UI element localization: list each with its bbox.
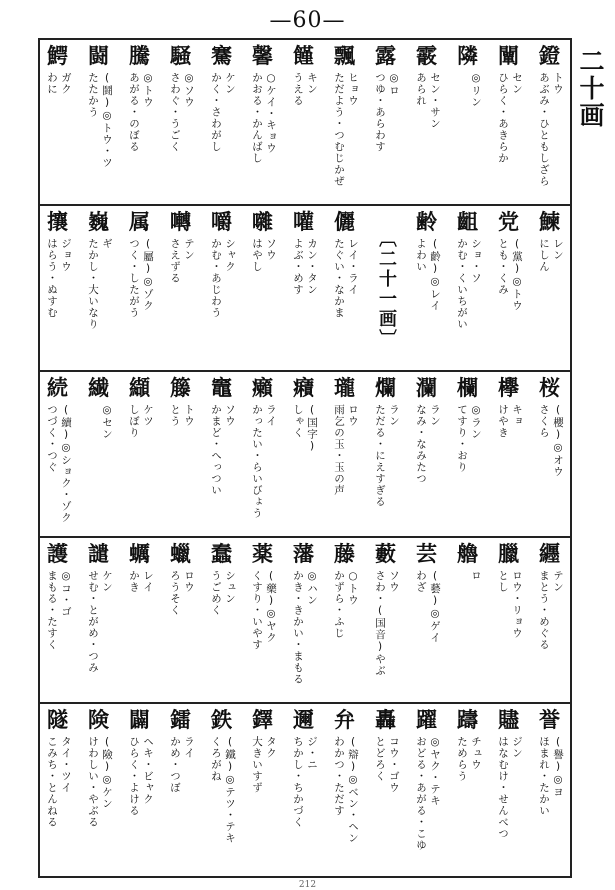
kun-reading: よぶ・めす xyxy=(292,238,304,296)
on-reading: ロ xyxy=(470,570,482,582)
kanji-entry xyxy=(406,538,447,704)
kun-reading: てすり・おり xyxy=(456,404,468,473)
kanji-character: 癩 xyxy=(252,375,273,400)
kun-reading: さわぐ・うごく xyxy=(169,72,181,153)
kun-reading: けやき xyxy=(497,404,509,439)
kanji-entry xyxy=(119,40,160,206)
kanji-entry xyxy=(201,704,242,870)
kanji-character: 鰊 xyxy=(539,209,560,234)
kun-reading: 雨乞の玉・玉の声 xyxy=(333,404,345,496)
kanji-entry xyxy=(324,40,365,206)
kanji-character: 鐸 xyxy=(252,707,273,732)
kun-reading: うえる xyxy=(292,72,304,107)
kun-reading: なみ・なみたつ xyxy=(415,404,427,485)
kanji-block xyxy=(40,538,570,704)
on-reading: ○ケイ・キョウ xyxy=(265,72,277,154)
kun-reading: おどる・あがる・こゆ xyxy=(415,736,427,851)
on-reading: レン xyxy=(552,238,564,261)
kanji-entry xyxy=(447,40,488,206)
on-reading: ◎セン xyxy=(101,404,113,440)
on-reading: ケン xyxy=(224,72,236,95)
kanji-character: 護 xyxy=(47,541,68,566)
kanji-character: 欄 xyxy=(457,375,478,400)
kanji-character: 齟 xyxy=(457,209,478,234)
kun-reading: あられ xyxy=(415,72,427,107)
kanji-entry xyxy=(529,372,570,538)
kanji-character: 鉄 xyxy=(211,707,232,732)
kun-reading: くろがね xyxy=(210,736,222,782)
kanji-entry xyxy=(119,538,160,704)
kanji-entry xyxy=(160,372,201,538)
kanji-character: 薬 xyxy=(252,541,273,566)
on-reading: セン xyxy=(511,72,523,95)
kanji-entry xyxy=(160,538,201,704)
kun-reading: あぶみ・ひともしざら xyxy=(538,72,550,187)
on-reading: ◎ロ xyxy=(388,72,400,97)
kun-reading: かく・さわがし xyxy=(210,72,222,153)
kanji-entry xyxy=(242,538,283,704)
kanji-character: 露 xyxy=(375,43,396,68)
kanji-entry xyxy=(365,538,406,704)
kanji-entry xyxy=(242,40,283,206)
kun-reading: ただる・にえすぎる xyxy=(374,404,386,508)
on-reading: ◎ラン xyxy=(470,404,482,440)
on-reading: レイ・ライ xyxy=(347,238,359,296)
on-reading: ロウ・リョウ xyxy=(511,570,523,639)
kanji-character: 攘 xyxy=(47,209,68,234)
kun-reading: けわしい・やぶる xyxy=(87,736,99,828)
kanji-entry xyxy=(283,206,324,372)
kanji-entry xyxy=(447,704,488,870)
on-reading: タク xyxy=(265,736,277,759)
kanji-entry xyxy=(365,704,406,870)
kanji-entry xyxy=(242,372,283,538)
kanji-character: 飄 xyxy=(334,43,355,68)
kanji-character: 囀 xyxy=(170,209,191,234)
on-reading: シュン xyxy=(224,570,236,605)
kanji-character: 巍 xyxy=(88,209,109,234)
kanji-character: 欅 xyxy=(498,375,519,400)
kanji-character: 瓏 xyxy=(334,375,355,400)
kanji-character: 繊 xyxy=(88,375,109,400)
on-reading: キン xyxy=(306,72,318,95)
kanji-character: 齢 xyxy=(416,209,437,234)
kanji-entry xyxy=(78,372,119,538)
kanji-character: 囃 xyxy=(252,209,273,234)
kanji-character: 艪 xyxy=(457,541,478,566)
kun-reading: ただよう・つむじかぜ xyxy=(333,72,345,187)
kun-reading: とう xyxy=(169,404,181,427)
on-reading: カン・タン xyxy=(306,238,318,296)
kanji-entry xyxy=(529,704,570,870)
kun-reading: 大きいすず xyxy=(251,736,263,794)
kun-reading: まもる・たすく xyxy=(46,570,58,651)
on-reading: ラン xyxy=(388,404,400,427)
on-reading: トウ xyxy=(183,404,195,427)
kanji-table xyxy=(38,38,572,878)
kanji-entry xyxy=(160,704,201,870)
kanji-character: 党 xyxy=(498,209,519,234)
on-reading: ◎コ・ゴ xyxy=(60,570,72,618)
on-reading: (藥)◎ヤク xyxy=(265,570,277,644)
kun-reading: かむ・くいちがい xyxy=(456,238,468,330)
kanji-character: 瀾 xyxy=(416,375,437,400)
kun-reading: まとう・めぐる xyxy=(538,570,550,651)
on-reading: ラン xyxy=(429,404,441,427)
kun-reading: つづく・つぐ xyxy=(46,404,58,473)
kanji-entry xyxy=(488,40,529,206)
sub-section-title: 〔二十一画〕 xyxy=(376,229,397,349)
sub-section-heading xyxy=(365,206,406,372)
kun-reading: かったい・らいびょう xyxy=(251,404,263,519)
kun-reading: たぐい・なかま xyxy=(333,238,345,319)
kanji-character: 籐 xyxy=(170,375,191,400)
on-reading: チュウ xyxy=(470,736,482,771)
kanji-entry xyxy=(160,40,201,206)
kanji-block xyxy=(40,206,570,372)
on-reading: ジョウ xyxy=(60,238,72,273)
kun-reading: わざ xyxy=(415,570,427,593)
kanji-entry xyxy=(242,206,283,372)
on-reading: ヒョウ xyxy=(347,72,359,107)
on-reading: ロウ xyxy=(347,404,359,427)
kun-reading: とどろく xyxy=(374,736,386,782)
kun-reading: かき xyxy=(128,570,140,593)
kun-reading: こみち・とんねる xyxy=(46,736,58,828)
kanji-character: 闡 xyxy=(498,43,519,68)
kanji-character: 轟 xyxy=(375,707,396,732)
kun-reading xyxy=(453,72,467,202)
on-reading: ガク xyxy=(60,72,72,95)
kanji-character: 蠣 xyxy=(129,541,150,566)
kanji-entry xyxy=(119,372,160,538)
kun-reading: ろうそく xyxy=(169,570,181,616)
kanji-character: 爛 xyxy=(375,375,396,400)
kun-reading: うごめく xyxy=(210,570,222,616)
kanji-entry xyxy=(324,704,365,870)
kun-reading: つゆ・あらわす xyxy=(374,72,386,153)
kanji-character: 嚼 xyxy=(211,209,232,234)
kanji-character: 贐 xyxy=(498,707,519,732)
on-reading: (櫻)◎オウ xyxy=(552,404,564,478)
kanji-entry xyxy=(406,704,447,870)
kanji-block xyxy=(40,704,570,870)
kun-reading: しゃく xyxy=(292,404,304,439)
kun-reading: ひらく・あきらか xyxy=(497,72,509,164)
kun-reading: つく・したがう xyxy=(128,238,140,319)
kanji-character: 纈 xyxy=(129,375,150,400)
kun-reading: かおる・かんばし xyxy=(251,72,263,164)
kanji-entry xyxy=(119,704,160,870)
on-reading: セン・サン xyxy=(429,72,441,130)
kanji-entry xyxy=(283,704,324,870)
kun-reading: よわい xyxy=(415,238,427,273)
kun-reading: かまど・へっつい xyxy=(210,404,222,496)
kun-reading: ほまれ・たかい xyxy=(538,736,550,817)
on-reading: ジン xyxy=(511,736,523,759)
on-reading: ケン xyxy=(101,570,113,593)
page-number: —60— xyxy=(269,8,346,33)
on-reading: ライ xyxy=(183,736,195,759)
kanji-character: 鐙 xyxy=(539,43,560,68)
kanji-character: 隧 xyxy=(47,707,68,732)
kanji-entry xyxy=(529,206,570,372)
kanji-entry xyxy=(242,704,283,870)
kun-reading: ひらく・よける xyxy=(128,736,140,817)
on-reading: ソウ xyxy=(388,570,400,593)
on-reading: (鐵)◎テツ・テキ xyxy=(224,736,236,844)
kanji-entry xyxy=(119,206,160,372)
on-reading: キョ xyxy=(511,404,523,427)
kanji-entry xyxy=(283,538,324,704)
kanji-character: 鰐 xyxy=(47,43,68,68)
kanji-entry xyxy=(78,704,119,870)
kanji-entry xyxy=(406,40,447,206)
kun-reading: ためらう xyxy=(456,736,468,782)
kun-reading: にしん xyxy=(538,238,550,273)
kanji-entry xyxy=(447,538,488,704)
kanji-block xyxy=(40,40,570,206)
kanji-entry xyxy=(447,372,488,538)
kanji-character: 躍 xyxy=(416,707,437,732)
kanji-entry xyxy=(488,206,529,372)
kanji-character: 騒 xyxy=(170,43,191,68)
kun-reading: はなむけ・せんべつ xyxy=(497,736,509,840)
on-reading: シャク xyxy=(224,238,236,273)
kanji-character: 闢 xyxy=(129,707,150,732)
kanji-entry xyxy=(283,372,324,538)
on-reading: ソウ xyxy=(224,404,236,427)
kanji-character: 続 xyxy=(47,375,68,400)
kanji-character: 邇 xyxy=(293,707,314,732)
kanji-character: 芸 xyxy=(416,541,437,566)
on-reading: ◎ヤク・テキ xyxy=(429,736,441,807)
kanji-character: 蠢 xyxy=(211,541,232,566)
kun-reading: かめ・つぼ xyxy=(169,736,181,794)
kanji-character: 嚾 xyxy=(293,209,314,234)
on-reading: ギ xyxy=(101,238,113,250)
kun-reading: わかつ・ただす xyxy=(333,736,345,817)
kanji-entry xyxy=(201,206,242,372)
kanji-character: 鐳 xyxy=(170,707,191,732)
on-reading: (齡)◎レイ xyxy=(429,238,441,312)
kanji-entry xyxy=(201,372,242,538)
kanji-entry xyxy=(406,206,447,372)
kanji-entry xyxy=(529,40,570,206)
kanji-entry xyxy=(37,538,78,704)
kanji-character: 騰 xyxy=(129,43,150,68)
kun-reading: たかし・大いなり xyxy=(87,238,99,330)
on-reading: ◎ソウ xyxy=(183,72,195,108)
kanji-entry xyxy=(324,372,365,538)
kanji-entry xyxy=(78,40,119,206)
kanji-character: 藩 xyxy=(293,541,314,566)
kanji-entry xyxy=(201,538,242,704)
on-reading: テン xyxy=(552,570,564,593)
kun-reading: はやし xyxy=(251,238,263,273)
on-reading: (藝)◎ゲイ xyxy=(429,570,441,644)
kanji-block xyxy=(40,372,570,538)
kanji-entry xyxy=(406,372,447,538)
on-reading: (續)◎ショク・ゾク xyxy=(60,404,72,524)
kanji-character: 馨 xyxy=(252,43,273,68)
kanji-entry xyxy=(488,372,529,538)
kanji-character: 纒 xyxy=(539,541,560,566)
kanji-character: 隣 xyxy=(457,43,478,68)
kanji-character: 儷 xyxy=(334,209,355,234)
kun-reading: くすり・いやす xyxy=(251,570,263,651)
kanji-entry xyxy=(447,206,488,372)
kanji-entry xyxy=(37,206,78,372)
kanji-character: 闘 xyxy=(88,43,109,68)
kun-reading: かき・きかい・まもる xyxy=(292,570,304,685)
on-reading: ◎トウ xyxy=(142,72,154,108)
on-reading: (譽)◎ヨ xyxy=(552,736,564,798)
on-reading: タイ・ツイ xyxy=(60,736,72,794)
kun-reading: かずら・ふじ xyxy=(333,570,345,639)
section-title: 二十画 xyxy=(576,48,605,129)
kun-reading: さわ・(国音)やぶ xyxy=(374,570,386,677)
kun-reading: あがる・のぼる xyxy=(128,72,140,153)
on-reading: ◎ハン xyxy=(306,570,318,606)
on-reading: ジ・ニ xyxy=(306,736,318,771)
on-reading: ライ xyxy=(265,404,277,427)
on-reading: ロウ xyxy=(183,570,195,593)
kanji-entry xyxy=(488,704,529,870)
kun-reading: せむ・とがめ・つみ xyxy=(87,570,99,674)
kanji-entry xyxy=(160,206,201,372)
kun-reading: さえずる xyxy=(169,238,181,284)
on-reading: ショ・ソ xyxy=(470,238,482,284)
on-reading: ○トウ xyxy=(347,570,359,606)
kanji-character: 藪 xyxy=(375,541,396,566)
kun-reading: とも・くみ xyxy=(497,238,509,296)
on-reading: (險)◎ケン xyxy=(101,736,113,810)
kanji-entry xyxy=(37,704,78,870)
kun-reading: たたかう xyxy=(87,72,99,118)
kanji-entry xyxy=(529,538,570,704)
kanji-character: 属 xyxy=(129,209,150,234)
kanji-character: 竈 xyxy=(211,375,232,400)
kanji-character: 癪 xyxy=(293,375,314,400)
kanji-character: 霰 xyxy=(416,43,437,68)
kanji-character: 蠟 xyxy=(170,541,191,566)
on-reading: (国字) xyxy=(306,404,318,453)
kanji-entry xyxy=(324,538,365,704)
kanji-entry xyxy=(283,40,324,206)
on-reading: トウ xyxy=(552,72,564,95)
kanji-character: 弁 xyxy=(334,707,355,732)
kanji-character: 険 xyxy=(88,707,109,732)
kanji-entry xyxy=(37,372,78,538)
kanji-entry xyxy=(488,538,529,704)
on-reading: テン xyxy=(183,238,195,261)
on-reading: (辯)◎ベン・ヘン xyxy=(347,736,359,844)
on-reading: ヘキ・ビャク xyxy=(142,736,154,805)
kun-reading: とし xyxy=(497,570,509,593)
kanji-character: 桜 xyxy=(539,375,560,400)
kun-reading: わに xyxy=(46,72,58,95)
kanji-character: 躊 xyxy=(457,707,478,732)
kun-reading: はらう・ぬすむ xyxy=(46,238,58,319)
kanji-entry xyxy=(78,206,119,372)
kanji-entry xyxy=(37,40,78,206)
kun-reading xyxy=(84,404,98,534)
on-reading: (黨)◎トウ xyxy=(511,238,523,312)
kun-reading: ちかし・ちかづく xyxy=(292,736,304,828)
on-reading: ソウ xyxy=(265,238,277,261)
kanji-entry xyxy=(365,40,406,206)
kanji-character: 譴 xyxy=(88,541,109,566)
on-reading: ◎リン xyxy=(470,72,482,108)
kanji-character: 騫 xyxy=(211,43,232,68)
kanji-entry xyxy=(201,40,242,206)
kanji-entry xyxy=(324,206,365,372)
on-reading: コウ・ゴウ xyxy=(388,736,400,794)
on-reading: (鬪)◎トウ・ツ xyxy=(101,72,113,169)
kanji-character: 誉 xyxy=(539,707,560,732)
on-reading: ケツ xyxy=(142,404,154,427)
kun-reading: かむ・あじわう xyxy=(210,238,222,319)
kanji-character: 臘 xyxy=(498,541,519,566)
kanji-entry xyxy=(78,538,119,704)
on-reading: レイ xyxy=(142,570,154,593)
kanji-entry xyxy=(365,372,406,538)
kanji-character: 饉 xyxy=(293,43,314,68)
kun-reading: しぼり xyxy=(128,404,140,439)
on-reading: (屬)◎ゾク xyxy=(142,238,154,312)
kun-reading xyxy=(453,570,467,700)
kanji-character: 藤 xyxy=(334,541,355,566)
footer-page-number: 212 xyxy=(298,880,317,890)
kun-reading: さくら xyxy=(538,404,550,439)
